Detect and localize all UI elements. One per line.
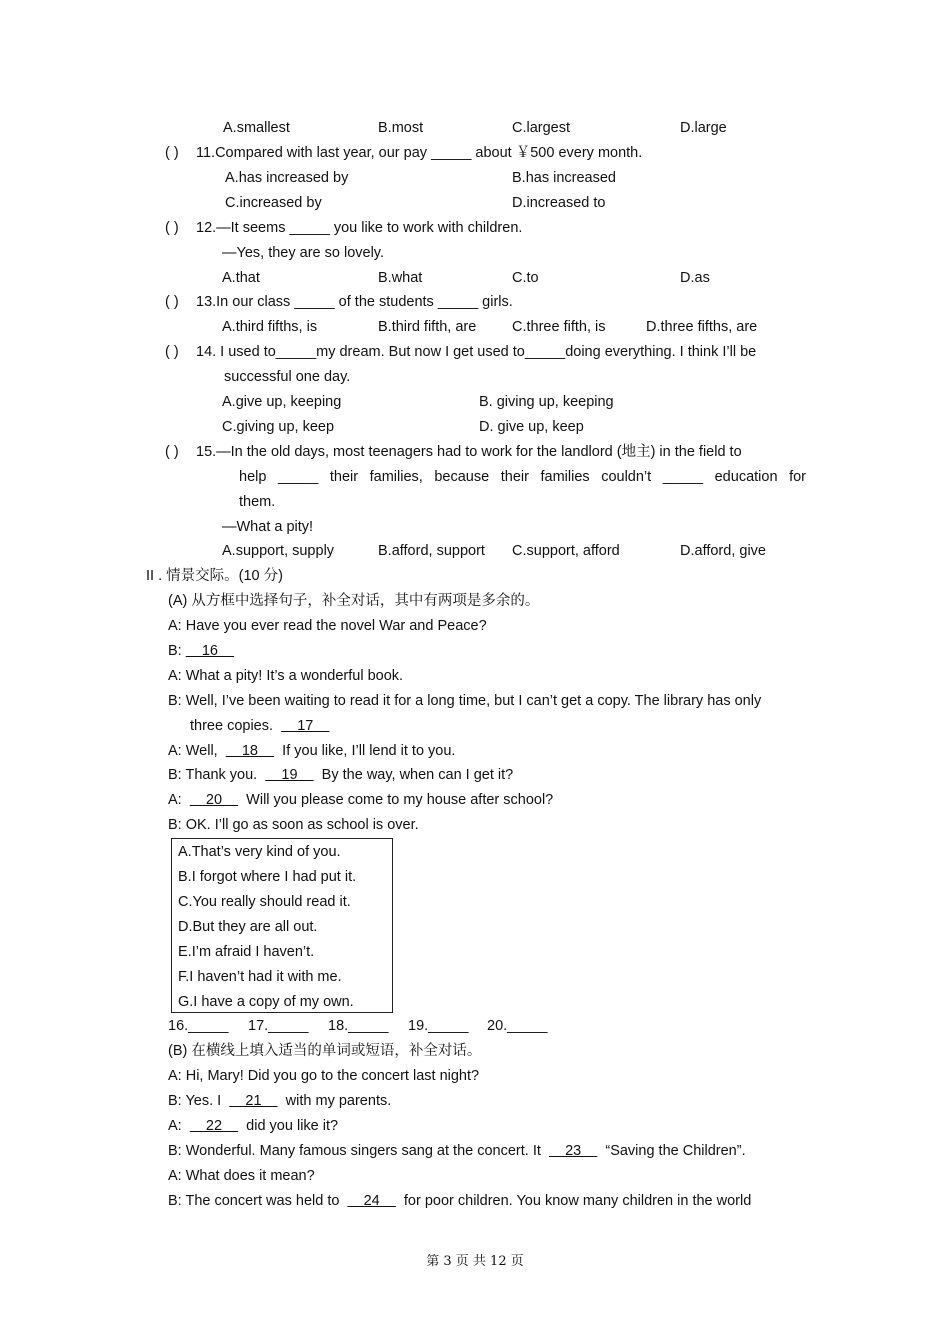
q13-option-a: A.third fifths, is [222,319,318,335]
q12-option-b: B.what [378,270,423,286]
dialogue-a-line-9: B: OK. I’ll go as soon as school is over. [168,817,419,833]
blank-18[interactable]: 18 [225,743,275,759]
q13-option-c: C.three fifth, is [512,319,606,335]
dialogue-b-line-1: A: Hi, Mary! Did you go to the concert last night? [168,1068,480,1084]
answer-blank-20[interactable]: 20._____ [487,1018,548,1034]
blank-16[interactable]: 16 [185,643,235,659]
part-a-instruction: (A) 从方框中选择句子，补全对话，其中有两项是多余的。 [168,593,540,609]
q15-stem-line2: help _____ their families, because their families couldn’t _____ education for [239,469,806,485]
dialogue-a-line-2: B: 16 [168,643,235,659]
q11-option-d: D.increased to [512,195,606,211]
box-option-c: C.You really should read it. [178,894,351,910]
q14-answer-bracket: ( ) [165,344,179,360]
q13-option-d: D.three fifths, are [646,319,758,335]
q10-option-b: B.most [378,120,424,136]
blank-21[interactable]: 21 [229,1093,278,1109]
dialogue-a-line-1: A: Have you ever read the novel War and Peace? [168,618,487,634]
blank-19[interactable]: 19 [265,767,314,783]
q13-answer-bracket: ( ) [165,294,179,310]
dialogue-a-line-5: three copies. 17 [190,718,330,734]
q10-option-a: A.smallest [223,120,290,136]
q12-option-c: C.to [512,270,539,286]
box-option-g: G.I have a copy of my own. [178,994,354,1010]
blank-24[interactable]: 24 [347,1193,396,1209]
answer-blank-16[interactable]: 16._____ [168,1018,229,1034]
q11-option-c: C.increased by [225,195,322,211]
answer-blank-17[interactable]: 17._____ [248,1018,309,1034]
section-2-title: II . 情景交际。(10 分) [146,568,283,584]
dialogue-a-line-6: A: Well, 18 If you like, I’ll lend it to you. [168,743,456,759]
dialogue-b-line-4: B: Wonderful. Many famous singers sang at the concert. It 23 “Saving the Children”. [168,1143,746,1159]
q15-answer-bracket: ( ) [165,444,179,460]
q13-option-b: B.third fifth, are [378,319,477,335]
blank-23[interactable]: 23 [548,1143,598,1159]
q11-stem: 11.Compared with last year, our pay _____ about ￥500 every month. [196,145,643,161]
dialogue-a-line-8: A: 20 Will you please come to my house after school? [168,792,554,808]
q13-stem: 13.In our class _____ of the students _____ girls. [196,294,513,310]
box-option-b: B.I forgot where I had put it. [178,869,357,885]
box-option-e: E.I’m afraid I haven’t. [178,944,315,960]
blank-17[interactable]: 17 [281,718,330,734]
dialogue-b-line-6: B: The concert was held to 24 for poor children. You know many children in the world [168,1193,752,1209]
q12-answer-bracket: ( ) [165,220,179,236]
q14-stem-continued: successful one day. [224,369,351,385]
q10-option-d: D.large [680,120,727,136]
q11-option-a: A.has increased by [225,170,349,186]
q15-stem: 15.—In the old days, most teenagers had to work for the landlord (地主) in the field to [196,444,742,460]
answer-blank-19[interactable]: 19._____ [408,1018,469,1034]
q14-option-b: B. giving up, keeping [479,394,614,410]
q12-option-d: D.as [680,270,710,286]
box-option-a: A.That’s very kind of you. [178,844,341,860]
q15-option-c: C.support, afford [512,543,620,559]
blank-22[interactable]: 22 [189,1118,239,1134]
answer-blank-18[interactable]: 18._____ [328,1018,389,1034]
options-box [171,838,393,1013]
q12-option-a: A.that [222,270,260,286]
dialogue-a-line-7: B: Thank you. 19 By the way, when can I get it? [168,767,514,783]
dialogue-a-line-3: A: What a pity! It’s a wonderful book. [168,668,404,684]
q11-option-b: B.has increased [512,170,616,186]
q14-option-a: A.give up, keeping [222,394,342,410]
q15-option-a: A.support, supply [222,543,335,559]
part-b-instruction: (B) 在横线上填入适当的单词或短语，补全对话。 [168,1043,482,1059]
dialogue-a-line-4: B: Well, I’ve been waiting to read it for a long time, but I can’t get a copy. The library has only [168,693,762,709]
page-footer: 第 3 页 共 12 页 [426,1254,524,1269]
q15-option-d: D.afford, give [680,543,766,559]
q12-stem: 12.—It seems _____ you like to work with children. [196,220,523,236]
dialogue-b-line-5: A: What does it mean? [168,1168,315,1184]
box-option-f: F.I haven’t had it with me. [178,969,342,985]
q15-reply: —What a pity! [222,519,314,535]
q14-stem: 14. I used to_____my dream. But now I get used to_____doing everything. I think I’ll be [196,344,757,360]
q15-option-b: B.afford, support [378,543,485,559]
q14-option-d: D. give up, keep [479,419,584,435]
q10-option-c: C.largest [512,120,571,136]
box-option-d: D.But they are all out. [178,919,318,935]
q15-stem-line3: them. [239,494,276,510]
q12-reply: —Yes, they are so lovely. [222,245,384,261]
q14-option-c: C.giving up, keep [222,419,335,435]
blank-20[interactable]: 20 [189,792,239,808]
q11-answer-bracket: ( ) [165,145,179,161]
dialogue-b-line-3: A: 22 did you like it? [168,1118,339,1134]
dialogue-b-line-2: B: Yes. I 21 with my parents. [168,1093,392,1109]
